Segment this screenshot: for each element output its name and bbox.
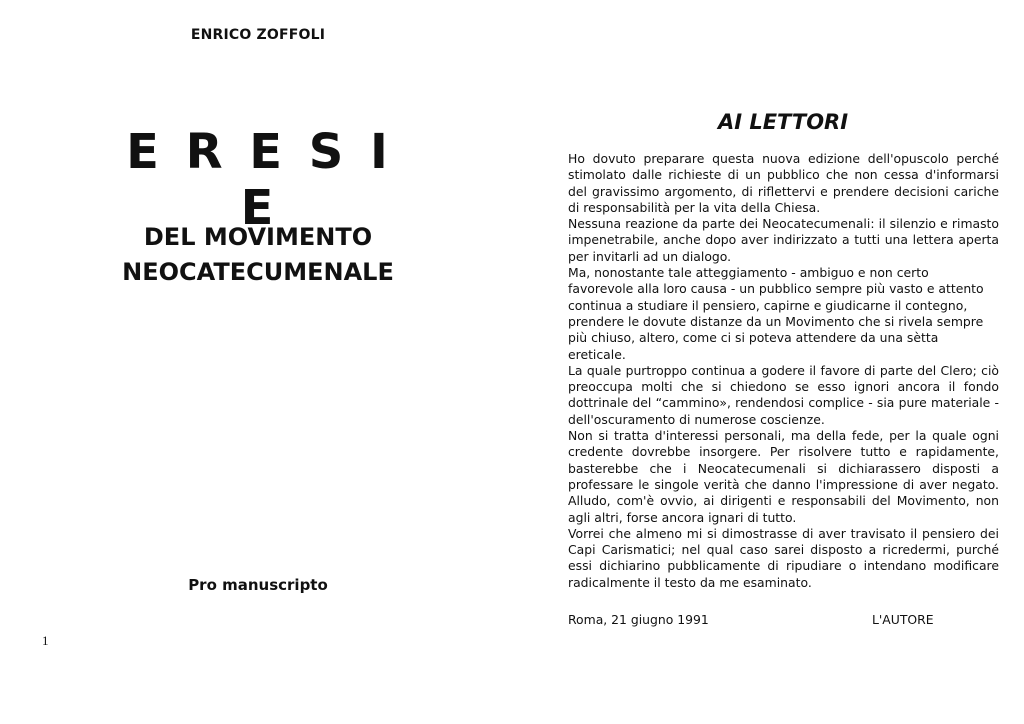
preface-title: AI LETTORI — [717, 110, 849, 134]
preface-paragraph-3: Ma, nonostante tale atteggiamento - ambiguo e non certo favorevole alla loro causa - un pubblico sempre più vasto e attento continua a studiare il pensiero, capirne e giudicarne il contegno, prendere le dovute distanze da un Movimento che si rivela sempre più chiuso, altero, come ci si poteva attendere da una sètta ereticale. — [568, 265, 984, 362]
preface-paragraph-2: Nessuna reazione da parte dei Neocatecumenali: il silenzio e rimasto impenetrabile, anche dopo aver indirizzato a tutti una lettera aperta per invitarli ad un dialogo. — [568, 216, 999, 264]
author-signature: L'AUTORE — [872, 612, 934, 627]
book-subtitle — [90, 220, 426, 290]
subtitle-line-2: NEOCATECUMENALE — [122, 258, 394, 286]
author-name: ENRICO ZOFFOLI — [190, 27, 326, 43]
preface-body — [568, 151, 999, 591]
page-number: 1 — [42, 633, 49, 648]
place-date: Roma, 21 giugno 1991 — [568, 612, 709, 627]
preface-paragraph-4: La quale purtroppo continua a godere il favore di parte del Clero; ciò preoccupa molti che si chiedono se esso ignori ancora il fondo dottrinale del “cammino», rendendosi complice - sia pure materiale - dell'oscuramento di numerose coscienze. — [568, 362, 999, 427]
preface-paragraph-1: Ho dovuto preparare questa nuova edizione dell'opuscolo perché stimolato dalle richieste di un pubblico che non cessa d'informarsi del gravissimo argomento, di riflettervi e prendere decisioni cariche di responsabilità per la vita della Chiesa. — [568, 151, 999, 215]
preface-paragraph-6: Vorrei che almeno mi si dimostrasse di aver travisato il pensiero dei Capi Carismatici; nel qual caso sarei disposto a ricredermi, purché essi dichiarino pubblicamente di ripudiare o intendano modificare radicalmente il testo da me esaminato. — [568, 525, 999, 590]
book-title: E R E S I E — [126, 124, 390, 236]
preface-page — [512, 0, 1024, 724]
subtitle-line-1: DEL MOVIMENTO — [143, 223, 373, 251]
preface-paragraph-5: Non si tratta d'interessi personali, ma della fede, per la quale ogni credente dovrebbe insorgere. Per risolvere tutto e rapidamente, basterebbe che i Neocatecumenali si dichiarassero disposti a professare le singole verità che danno l'impressione di aver negato. Alludo, com'è ovvio, ai dirigenti e responsabili del Movimento, non agli altri, forse ancora ignari di tutto. — [568, 428, 999, 525]
pro-manuscripto-note: Pro manuscripto — [188, 576, 328, 594]
